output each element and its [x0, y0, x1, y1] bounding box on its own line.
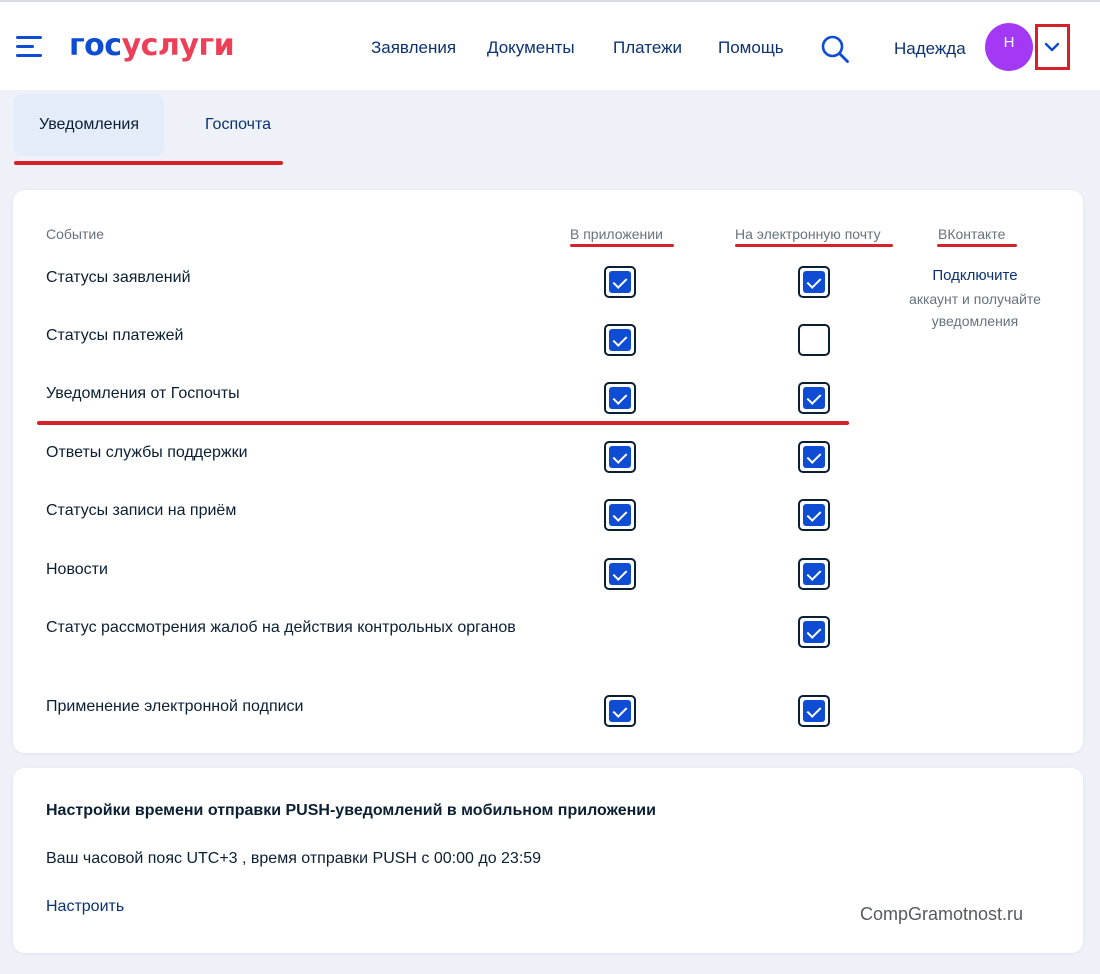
tab-notifications[interactable]: Уведомления: [14, 94, 164, 156]
checkbox-email-complaint-status[interactable]: [798, 616, 830, 648]
highlight-underline-tabs: [14, 161, 283, 165]
push-settings-title: Настройки времени отправки PUSH-уведомлений в мобильном приложении: [46, 802, 656, 819]
gosuslugi-logo[interactable]: [69, 28, 234, 64]
checkbox-email-gospochta-notifications[interactable]: [798, 382, 830, 414]
checkbox-email-payment-statuses[interactable]: [798, 324, 830, 356]
user-menu-dropdown-button[interactable]: [1035, 24, 1070, 70]
row-label-application-statuses: Статусы заявлений: [46, 269, 191, 286]
checkbox-app-e-signature[interactable]: [604, 695, 636, 727]
row-label-gospochta-notifications: Уведомления от Госпочты: [46, 385, 240, 402]
column-header-email: На электронную почту: [735, 226, 881, 242]
highlight-underline-row: [37, 421, 849, 425]
checkbox-app-support-replies[interactable]: [604, 441, 636, 473]
checkbox-app-application-statuses[interactable]: [604, 266, 636, 298]
checkbox-app-appointment-statuses[interactable]: [604, 499, 636, 531]
checkbox-app-gospochta-notifications[interactable]: [604, 382, 636, 414]
row-label-payment-statuses: Статусы платежей: [46, 327, 184, 344]
search-icon[interactable]: [820, 34, 850, 64]
column-header-event: Событие: [46, 226, 104, 242]
highlight-underline-email: [735, 244, 893, 247]
column-header-in-app: В приложении: [570, 226, 663, 242]
column-header-vkontakte: ВКонтакте: [938, 226, 1006, 242]
row-label-appointment-statuses: Статусы записи на приём: [46, 502, 237, 519]
avatar[interactable]: Н: [985, 23, 1033, 71]
burger-menu-icon[interactable]: [16, 36, 42, 58]
watermark: CompGramotnost.ru: [860, 904, 1024, 924]
nav-documents[interactable]: Документы: [487, 38, 575, 57]
row-label-complaint-status: Статус рассмотрения жалоб на действия контрольных органов: [46, 619, 516, 636]
highlight-underline-vk: [937, 244, 1017, 247]
nav-help[interactable]: Помощь: [718, 38, 784, 57]
checkbox-email-appointment-statuses[interactable]: [798, 499, 830, 531]
push-timezone-info: Ваш часовой пояс UTC+3 , время отправки PUSH с 00:00 до 23:59: [46, 850, 542, 867]
vk-connect-hint: аккаунт и получайте уведомления: [909, 291, 1041, 329]
top-header: [0, 0, 1100, 90]
nav-payments[interactable]: Платежи: [613, 38, 682, 57]
logo-part-uslugi: услуги: [121, 28, 235, 63]
logo-part-gos: гос: [69, 28, 122, 63]
user-name-link[interactable]: Надежда: [894, 39, 966, 58]
tab-gospochta[interactable]: Госпочта: [204, 116, 272, 133]
configure-push-link[interactable]: Настроить: [46, 898, 125, 915]
checkbox-email-news[interactable]: [798, 558, 830, 590]
checkbox-email-e-signature[interactable]: [798, 695, 830, 727]
nav-applications[interactable]: Заявления: [371, 38, 457, 57]
row-label-support-replies: Ответы службы поддержки: [46, 444, 248, 461]
checkbox-email-application-statuses[interactable]: [798, 266, 830, 298]
row-label-news: Новости: [46, 561, 108, 578]
checkbox-email-support-replies[interactable]: [798, 441, 830, 473]
row-label-e-signature: Применение электронной подписи: [46, 698, 304, 715]
checkbox-app-payment-statuses[interactable]: [604, 324, 636, 356]
chevron-down-icon: [1044, 41, 1060, 53]
highlight-underline-in-app: [570, 244, 674, 247]
vk-connect-link[interactable]: Подключите: [932, 267, 1018, 284]
checkbox-app-news[interactable]: [604, 558, 636, 590]
